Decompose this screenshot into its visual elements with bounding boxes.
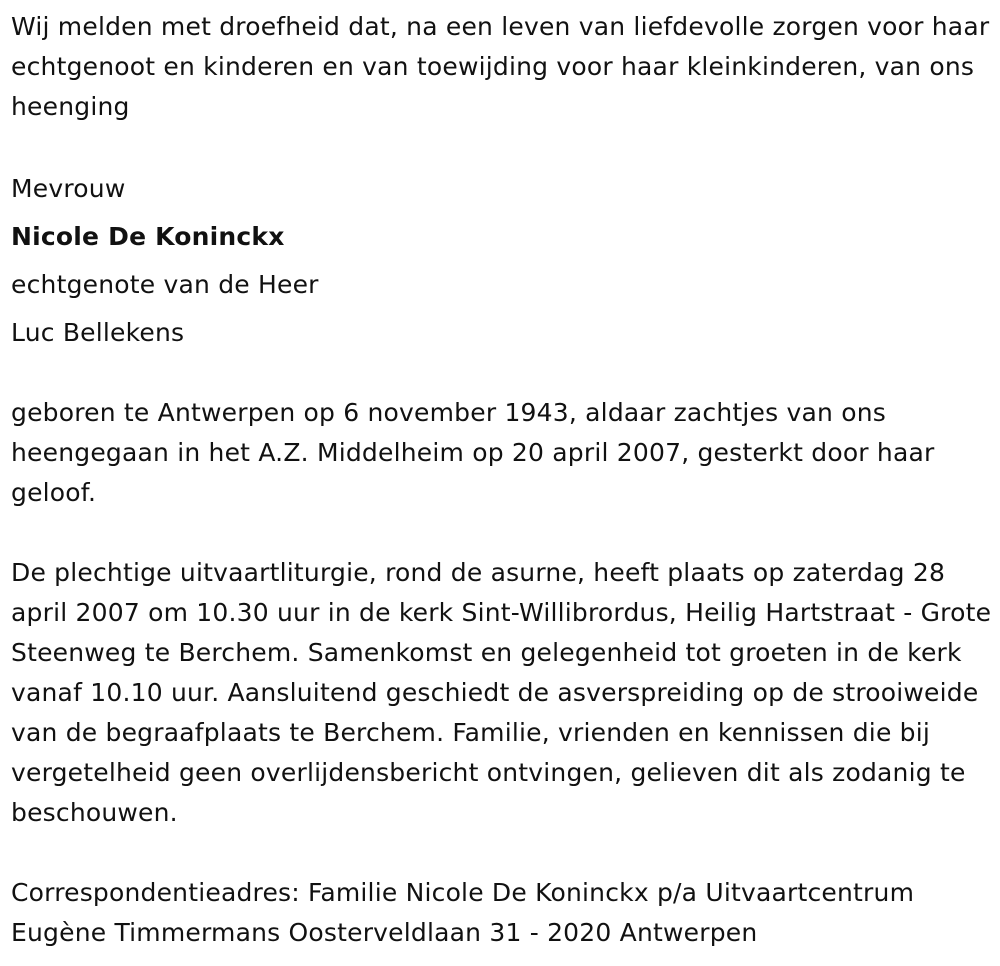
deceased-name: Nicole De Koninckx xyxy=(11,222,285,251)
ceremony-paragraph: De plechtige uitvaartliturgie, rond de asurne, heeft plaats op zaterdag 28 april 2007 om 10.30 uur in de kerk Sint-Willibrordus, Heilig Hartstraat - Grote Steenweg te Berchem. Samenkomst en gelegenheid tot groeten in de kerk vanaf 10.10 uur. Aansluitend geschiedt de asverspreiding op de strooiweide van de begraafplaats te Berchem. Familie, vrienden en kennissen die bij vergetelheid geen overlijdensbericht ontvingen, gelieven dit als zodanig te beschouwen. xyxy=(11,558,992,827)
salutation: Mevrouw xyxy=(11,174,126,203)
spouse-prefix: echtgenote van de Heer xyxy=(11,270,319,299)
spouse-name: Luc Bellekens xyxy=(11,318,185,347)
death-notice xyxy=(11,7,996,953)
intro-paragraph: Wij melden met droefheid dat, na een leven van liefdevolle zorgen voor haar echtgenoot en kinderen en van toewijding voor haar kleinkinderen, van ons heenging xyxy=(11,12,990,121)
correspondence-paragraph: Correspondentieadres: Familie Nicole De Koninckx p/a Uitvaartcentrum Eugène Timmermans Oosterveldlaan 31 - 2020 Antwerpen xyxy=(11,878,915,947)
birth-death-paragraph: geboren te Antwerpen op 6 november 1943, aldaar zachtjes van ons heengegaan in het A.Z. Middelheim op 20 april 2007, gesterkt door haar geloof. xyxy=(11,398,935,507)
